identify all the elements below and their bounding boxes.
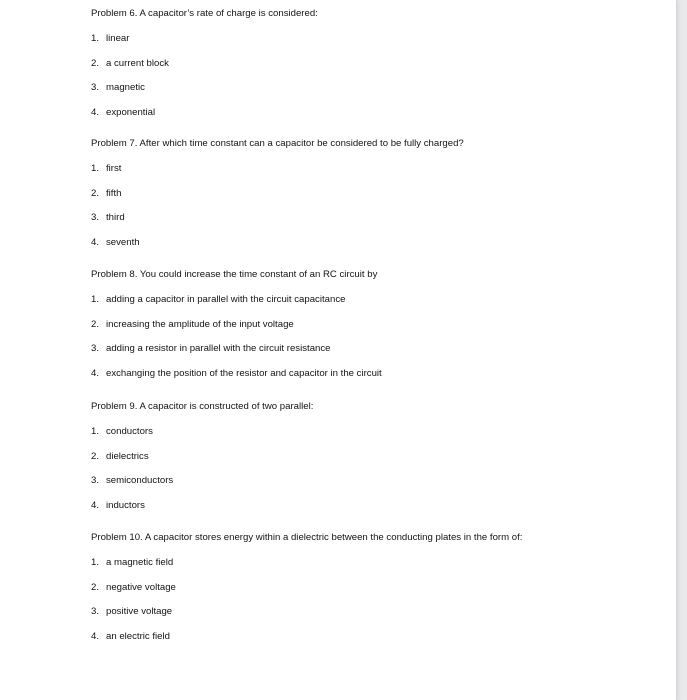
option-item: 4. exponential [91,106,156,118]
option-item: 2. negative voltage [91,581,176,593]
option-item: 2. a current block [91,57,169,69]
option-item: 3. third [91,212,125,223]
option-item: 1. adding a capacitor in parallel with the circuit capacitance [91,294,346,305]
option-item: 4. seventh [91,236,140,248]
option-list [91,426,651,512]
option-item: 3. adding a resistor in parallel with the circuit resistance [91,343,331,354]
problem-8 [91,269,651,380]
option-item: 4. inductors [91,499,145,511]
option-item: 2. increasing the amplitude of the input voltage [91,318,294,330]
problem-10 [91,532,651,643]
option-list [91,163,651,249]
option-item: 2. dielectrics [91,450,149,462]
option-item: 1. a magnetic field [91,557,174,568]
problem-question: Problem 10. A capacitor stores energy within a dielectric between the conducting plates in the form of: [91,532,523,543]
option-list [91,294,651,380]
option-item: 1. conductors [91,426,153,437]
problem-9 [91,401,651,512]
problem-question: Problem 7. After which time constant can a capacitor be considered to be fully charged? [91,138,464,149]
option-item: 4. exchanging the position of the resistor and capacitor in the circuit [91,367,382,379]
problem-question: Problem 6. A capacitor’s rate of charge is considered: [91,8,318,19]
problem-6 [91,8,651,119]
option-item: 3. positive voltage [91,606,173,617]
option-item: 1. linear [91,33,130,44]
option-list [91,33,651,119]
option-item: 3. semiconductors [91,475,174,486]
problem-7 [91,138,651,249]
problem-question: Problem 9. A capacitor is constructed of two parallel: [91,401,314,412]
option-item: 1. first [91,163,122,174]
option-item: 3. magnetic [91,82,145,93]
problem-question: Problem 8. You could increase the time constant of an RC circuit by [91,269,378,280]
option-item: 4. an electric field [91,630,170,642]
option-item: 2. fifth [91,187,122,199]
option-list [91,557,651,643]
